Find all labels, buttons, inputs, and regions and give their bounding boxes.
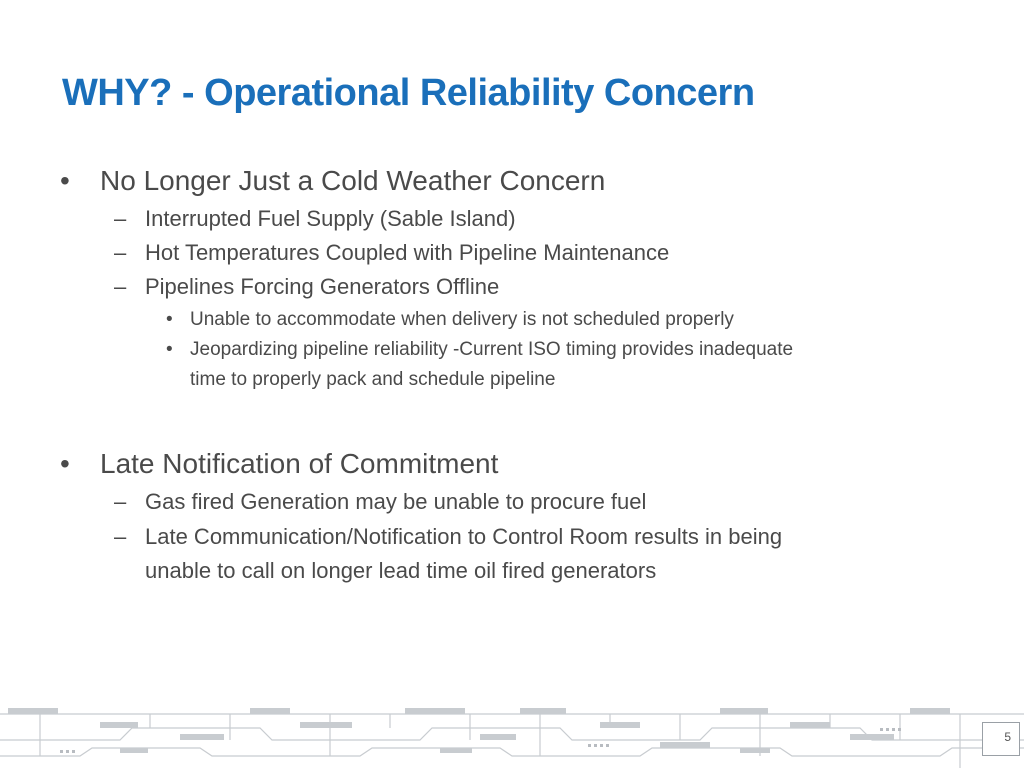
item-hot-temperatures: Hot Temperatures Coupled with Pipeline Maintenance xyxy=(145,240,670,265)
sub-item-jeopardizing: Jeopardizing pipeline reliability -Current ISO timing provides inadequate xyxy=(190,339,794,360)
sub-item-unable-accommodate: Unable to accommodate when delivery is not scheduled properly xyxy=(190,309,734,330)
slide-title: WHY? - Operational Reliability Concern xyxy=(62,72,755,114)
bullet-heading-cold-weather: No Longer Just a Cold Weather Concern xyxy=(100,165,606,196)
sub-bullet-marker: • xyxy=(166,309,173,330)
item-late-communication-cont: unable to call on longer lead time oil fired generators xyxy=(145,558,657,583)
bullet-heading-late-notification: Late Notification of Commitment xyxy=(100,448,499,479)
sub-item-jeopardizing-cont: time to properly pack and schedule pipeline xyxy=(190,369,556,390)
item-gas-fired: Gas fired Generation may be unable to procure fuel xyxy=(145,489,647,514)
item-pipelines-forcing: Pipelines Forcing Generators Offline xyxy=(145,274,500,299)
dash-marker: – xyxy=(114,524,127,549)
dash-marker: – xyxy=(114,206,127,231)
circuit-pattern-decoration xyxy=(0,698,1024,768)
bullet-marker: • xyxy=(60,165,70,196)
item-interrupted-fuel: Interrupted Fuel Supply (Sable Island) xyxy=(145,206,516,231)
dash-marker: – xyxy=(114,240,127,265)
dash-marker: – xyxy=(114,274,127,299)
item-late-communication: Late Communication/Notification to Control Room results in being xyxy=(145,524,783,549)
bullet-marker: • xyxy=(60,448,70,479)
dash-marker: – xyxy=(114,489,127,514)
sub-bullet-marker: • xyxy=(166,339,173,360)
slide-page-number: 5 xyxy=(982,722,1020,756)
